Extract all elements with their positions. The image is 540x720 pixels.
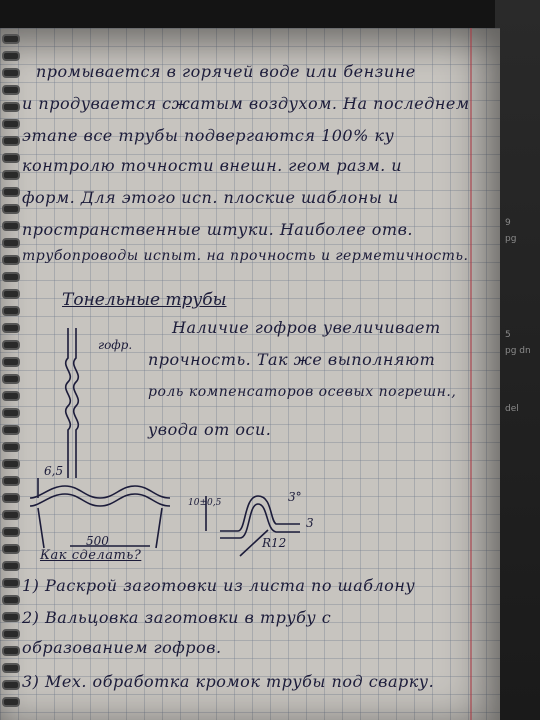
spiral-ring bbox=[2, 340, 20, 350]
spiral-ring bbox=[2, 34, 20, 44]
spiral-binding bbox=[0, 28, 22, 720]
spiral-ring bbox=[2, 612, 20, 622]
spiral-ring bbox=[2, 646, 20, 656]
spiral-ring bbox=[2, 493, 20, 503]
corrugated-pipe-sketch bbox=[60, 328, 90, 478]
dim-3-deg: 3° bbox=[288, 490, 302, 504]
spiral-ring bbox=[2, 272, 20, 282]
spiral-ring bbox=[2, 238, 20, 248]
spiral-ring bbox=[2, 204, 20, 214]
text-line-5: форм. Для этого исп. плоские шаблоны и bbox=[22, 188, 399, 207]
spiral-ring bbox=[2, 221, 20, 231]
text-line-2: и продувается сжатым воздухом. На последнем bbox=[22, 94, 470, 113]
text-line-4: контролю точности внешн. геом разм. и bbox=[22, 156, 403, 175]
gofr-text-1: Наличие гофров увеличивает bbox=[172, 318, 441, 337]
gofr-text-3: роль компенсаторов осевых погрешн., bbox=[148, 384, 457, 400]
spiral-ring bbox=[2, 629, 20, 639]
margin-line bbox=[470, 28, 472, 720]
laptop-key-pgdn: pg dn bbox=[505, 346, 531, 356]
gofr-text-4: увода от оси. bbox=[148, 420, 272, 439]
notebook-page bbox=[0, 28, 500, 720]
spiral-ring bbox=[2, 85, 20, 95]
spiral-ring bbox=[2, 680, 20, 690]
spiral-ring bbox=[2, 663, 20, 673]
section-title: Тонельные трубы bbox=[62, 290, 227, 310]
laptop-edge bbox=[495, 0, 540, 720]
spiral-ring bbox=[2, 289, 20, 299]
spiral-ring bbox=[2, 459, 20, 469]
spiral-ring bbox=[2, 255, 20, 265]
spiral-ring bbox=[2, 561, 20, 571]
spiral-ring bbox=[2, 170, 20, 180]
step-2-cont: образованием гофров. bbox=[22, 638, 222, 657]
gofr-label: гофр. bbox=[98, 338, 133, 352]
spiral-ring bbox=[2, 187, 20, 197]
spiral-ring bbox=[2, 527, 20, 537]
laptop-key-pg: pg bbox=[505, 234, 517, 244]
spiral-ring bbox=[2, 391, 20, 401]
step-3: 3) Мех. обработка кромок трубы под сварку. bbox=[22, 672, 435, 691]
spiral-ring bbox=[2, 102, 20, 112]
dim-r12: R12 bbox=[262, 536, 287, 550]
dim-10: 10±0,5 bbox=[188, 498, 222, 508]
spiral-ring bbox=[2, 595, 20, 605]
dim-6-5: 6,5 bbox=[44, 464, 64, 478]
text-line-3: этапе все трубы подвергаются 100% ку bbox=[22, 126, 395, 145]
spiral-ring bbox=[2, 442, 20, 452]
spiral-ring bbox=[2, 425, 20, 435]
spiral-ring bbox=[2, 119, 20, 129]
spiral-ring bbox=[2, 357, 20, 367]
laptop-key-9: 9 bbox=[505, 218, 511, 228]
text-line-6: пространственные штуки. Наиболее отв. bbox=[22, 220, 413, 239]
laptop-key-del: del bbox=[505, 404, 519, 414]
spiral-ring bbox=[2, 697, 20, 707]
step-2: 2) Вальцовка заготовки в трубу с bbox=[22, 608, 332, 627]
dim-500: 500 bbox=[86, 534, 109, 548]
spiral-ring bbox=[2, 51, 20, 61]
spiral-ring bbox=[2, 374, 20, 384]
laptop-key-5: 5 bbox=[505, 330, 511, 340]
spiral-ring bbox=[2, 408, 20, 418]
text-line-7: трубопроводы испыт. на прочность и герметичность. bbox=[22, 248, 469, 264]
question: Как сделать? bbox=[40, 548, 142, 563]
text-line-1: промывается в горячей воде или бензине bbox=[36, 62, 416, 81]
spiral-ring bbox=[2, 476, 20, 486]
spiral-ring bbox=[2, 544, 20, 554]
spiral-ring bbox=[2, 306, 20, 316]
spiral-ring bbox=[2, 323, 20, 333]
spiral-ring bbox=[2, 153, 20, 163]
dim-3: 3 bbox=[306, 516, 314, 530]
spiral-ring bbox=[2, 136, 20, 146]
step-1: 1) Раскрой заготовки из листа по шаблону bbox=[22, 576, 416, 595]
gofr-text-2: прочность. Так же выполняют bbox=[148, 350, 436, 369]
spiral-ring bbox=[2, 68, 20, 78]
spiral-ring bbox=[2, 510, 20, 520]
spiral-ring bbox=[2, 578, 20, 588]
